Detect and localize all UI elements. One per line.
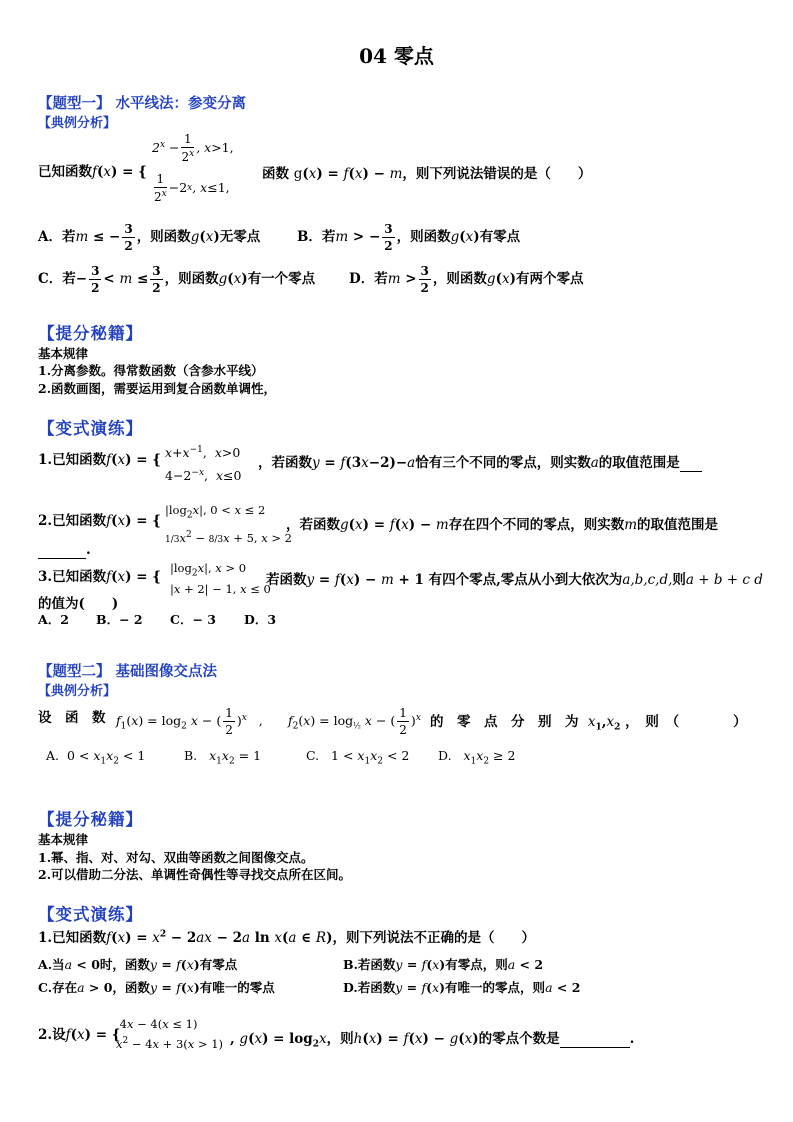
p2-opt-a-end: 有零点 (199, 957, 238, 972)
p2-opt-b-mid: 有零点，则 (445, 957, 508, 972)
q2-end: 的取值范围是 (637, 517, 719, 533)
practice1-q2: 2.已知函数f(x) = { (38, 513, 161, 529)
opt-letter: B. (184, 748, 198, 763)
opt-c-end: 有一个零点 (247, 271, 316, 287)
type1-heading: 【题型一】 水平线法：参变分离 (38, 95, 247, 112)
opt-a-tail: ，则函数 (136, 229, 191, 245)
page-title: 04 零点 (359, 44, 434, 68)
p2-opt-c-label: C.存在 (38, 980, 78, 995)
type2-heading: 【题型二】 基础图像交点法 (38, 663, 218, 680)
type2-stem-a: 设 函 数 (38, 710, 106, 726)
q1-prefix: 1.已知函数 (38, 452, 107, 468)
q3-mid: 若函数 (266, 572, 307, 588)
practice2-q1: 1.已知函数$f(x) = x^2 - 2ax - 2a$ ln x(a ∈ R)，则下列说法不正确的是（ ） (38, 929, 535, 946)
type2-option-a[interactable]: A. $0 < x_1x_2 < 1$ (46, 748, 146, 767)
q3-option-a[interactable]: A．2 (38, 612, 69, 627)
opt-c-label: C．若 (38, 271, 76, 287)
q2-mid2: 存在四个不同的零点，则实数 (448, 517, 625, 533)
type2-stem-b: 的 零 点 分 别 为 (430, 714, 579, 730)
q1-end: 的取值范围是 (598, 455, 680, 471)
opt-letter: A. (46, 748, 60, 763)
p2-q2-end: 的零点个数是 (478, 1031, 560, 1047)
type2-example-label: 【典例分析】 (38, 684, 117, 699)
practice2-q2: 2.设f(x) = { (38, 1027, 121, 1043)
type1-option-d[interactable]: D．若m > $\frac{3}{2}$ ，则函数g(x)有两个零点 (349, 264, 584, 295)
p2-opt-c-end: 有唯一的零点 (199, 980, 275, 995)
opt-letter: C. (306, 748, 320, 763)
practice1-q2-rest: ，若函数g(x) = f(x) − m存在四个不同的零点，则实数m的取值范围是 (286, 517, 719, 533)
practice2-q2-rest: , $g(x) = \log_2x$，则h(x) = f(x) − g(x)的零点个数是 . (230, 1031, 635, 1050)
opt-b-tail: ，则函数 (396, 229, 451, 245)
q3-piecewise: $|\log_2x|$, x > 0 |x + 2| − 1, x ≤ 0 (170, 561, 271, 597)
tips1-line2: 2.函数画图，需要运用到复合函数单调性， (38, 381, 277, 396)
opt-a-label: A．若 (38, 229, 76, 245)
q3-mid3: 则 (672, 572, 686, 588)
opt-b-end: 有零点 (479, 229, 521, 245)
practice2-option-c[interactable]: C.存在a > 0，函数y = f(x)有唯一的零点 (38, 980, 275, 995)
p2-opt-d-mid: 有唯一的零点，则 (445, 980, 546, 995)
opt-a-end: 无零点 (219, 229, 261, 245)
tips2-heading: 【提分秘籍】 (38, 810, 143, 829)
practice1-q3-rest: 若函数y = f(x) − m + 1 有四个零点,零点从小到大依次为a,b,c,d,则a + b + c d (266, 572, 763, 588)
q2-answer-blank[interactable] (38, 542, 86, 559)
p2-q2-mid: ，则 (326, 1031, 354, 1047)
p2-opt-b-label: B.若函数 (343, 957, 396, 972)
q2-dot: . (86, 542, 91, 558)
q1-piecewise: $x+x^{-1}$, x>0 $4-2^{-x}$, x≤0 (165, 445, 242, 484)
p2-q2-piecewise: 4x − 4(x ≤ 1) $x^2 - 4x + 3(x > 1)$ (116, 1017, 223, 1051)
type1-stem: 已知函数f(x) = { (38, 164, 147, 180)
practice1-q1-rest: ，若函数y = f(3x−2)−a恰有三个不同的零点，则实数a的取值范围是 (258, 451, 702, 472)
opt-d-tail: ，则函数 (432, 271, 487, 287)
stem-prefix: 已知函数 (38, 164, 92, 180)
type1-option-b[interactable]: B．若m > − $\frac{3}{2}$ ，则函数g(x)有零点 (297, 222, 521, 253)
p2-opt-d-label: D.若函数 (343, 980, 396, 995)
q3-option-c[interactable]: C．− 3 (170, 612, 216, 627)
practice2-option-b[interactable]: B.若函数y = f(x)有零点，则a < 2 (343, 957, 544, 972)
practice2-option-d[interactable]: D.若函数y = f(x)有唯一的零点，则a < 2 (343, 980, 581, 995)
type1-example-label: 【典例分析】 (38, 116, 117, 131)
q3-line2: 的值为( ) (38, 596, 119, 612)
type2-option-b[interactable]: B. $x_1x_2 = 1$ (184, 748, 262, 767)
tips2-rule: 基本规律 (38, 832, 89, 847)
type2-stem-rest: 的 零 点 分 别 为 $x_1,x_2$ ， 则 （ ） (430, 714, 747, 733)
q3-prefix: 3.已知函数 (38, 569, 107, 585)
type2-stem (38, 700, 106, 736)
type2-option-c[interactable]: C. $1 < x_1x_2 < 2$ (306, 748, 410, 767)
p2-q1-suffix: ，则下列说法不正确的是（ ） (332, 930, 535, 946)
piecewise-def: 2$^x$ − $\frac{1}{2^x}$ , x >1, $\frac{1}{2^x}$ −2 x , x ≤1, (152, 132, 234, 204)
q3-option-d[interactable]: D．3 (244, 612, 277, 627)
type2-f1: $f_1(x) = \log_2 x$ − ( $\frac{1}{2}$ )$^x$ , (116, 706, 263, 738)
tips2-line2: 2.可以借助二分法、单调性奇偶性等寻找交点所在区间。 (38, 867, 352, 882)
opt-b-label: B．若 (297, 229, 336, 245)
type1-option-a[interactable]: A．若m ≤ − $\frac{3}{2}$ ，则函数g(x)无零点 (38, 222, 261, 253)
p2-q2-dot: . (629, 1031, 635, 1047)
type1-stem-rest: 函数 g(x) = f(x) − m，则下列说法错误的是（ ） (262, 166, 592, 182)
practice2-option-a[interactable]: A.当a < 0时，函数y = f(x)有零点 (38, 957, 238, 972)
p2-q2-answer-blank[interactable] (560, 1031, 630, 1048)
q3-options (38, 610, 276, 628)
opt-letter: D. (438, 748, 452, 763)
practice2-heading: 【变式演练】 (38, 905, 143, 924)
opt-d-end: 有两个零点 (515, 271, 584, 287)
q1-answer-blank[interactable] (680, 455, 702, 472)
tips1-rule: 基本规律 (38, 346, 89, 361)
q3-option-b[interactable]: B．− 2 (96, 612, 143, 627)
practice1-q1: 1.已知函数f(x) = { (38, 452, 161, 468)
type2-f2: $f_2(x) = \log_{\frac{1}{2}} x$ − ( $\frac{1}{2}$ )$^x$ (288, 706, 421, 738)
tips2-line1: 1.幂、指、对、对勾、双曲等函数之间图像交点。 (38, 850, 314, 865)
q1-mid: ，若函数 (258, 455, 312, 471)
tips1-heading: 【提分秘籍】 (38, 324, 143, 343)
q1-suffix: 恰有三个不同的零点，则实数 (415, 455, 591, 471)
q3-mid2: 有四个零点,零点从小到大依次为 (428, 572, 623, 588)
stem-suffix: ，则下列说法错误的是（ ） (402, 166, 592, 182)
p2-q1-prefix: 1.已知函数 (38, 930, 107, 946)
q2-answer-line (38, 542, 91, 559)
q2-prefix: 2.已知函数 (38, 513, 107, 529)
q2-mid: ，若函数 (286, 517, 340, 533)
p2-q2-prefix: 2.设 (38, 1027, 66, 1043)
type2-stem-c: ， 则 （ ） (625, 714, 747, 730)
p2-opt-a-mid: 时，函数 (99, 957, 150, 972)
opt-c-tail: ，则函数 (164, 271, 219, 287)
practice1-heading: 【变式演练】 (38, 419, 143, 438)
stem-mid: 函数 (262, 166, 289, 182)
tips1-line1: 1.分离参数。得常数函数（含参水平线） (38, 363, 264, 378)
opt-d-label: D．若 (349, 271, 388, 287)
type1-option-c[interactable]: C．若− $\frac{3}{2}$ < m ≤ $\frac{3}{2}$ ，则函数g(x)有一个零点 (38, 264, 316, 295)
q2-piecewise: $|\log_2x|$, 0 < x ≤ 2 $1/3x^2 - 8/3x + 5$, x > 2 (165, 503, 292, 546)
type2-option-d[interactable]: D. $x_1x_2 \ge 2$ (438, 748, 516, 767)
p2-opt-c-mid: ，函数 (112, 980, 150, 995)
practice1-q3: 3.已知函数f(x) = { (38, 569, 161, 585)
p2-opt-a-label: A.当 (38, 957, 65, 972)
